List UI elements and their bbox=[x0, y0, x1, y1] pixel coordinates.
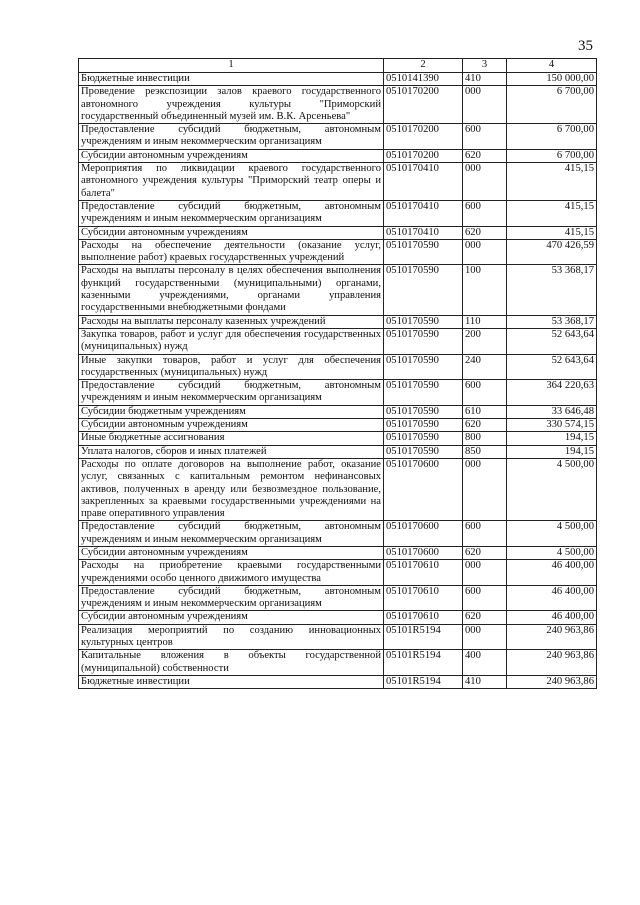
row-name: Предоставление субсидий бюджетным, автономным учреждениям и иным некоммерческим организациям bbox=[79, 521, 384, 547]
row-expense-type: 620 bbox=[463, 546, 507, 559]
row-code: 0510170590 bbox=[384, 239, 463, 265]
row-name: Предоставление субсидий бюджетным, автономным учреждениям и иным некоммерческим организациям bbox=[79, 585, 384, 611]
row-expense-type: 600 bbox=[463, 521, 507, 547]
row-amount: 6 700,00 bbox=[507, 86, 597, 124]
row-name: Расходы на выплаты персоналу в целях обеспечения выполнения функций государственными (муниципальными) органами, казенными учреждениями, органами управления государственными внебюджетными фондами bbox=[79, 265, 384, 315]
row-code: 0510170600 bbox=[384, 521, 463, 547]
header-col-1: 1 bbox=[79, 59, 384, 73]
row-expense-type: 200 bbox=[463, 328, 507, 354]
header-col-4: 4 bbox=[507, 59, 597, 73]
row-amount: 46 400,00 bbox=[507, 585, 597, 611]
row-code: 0510170590 bbox=[384, 315, 463, 328]
table-row bbox=[79, 315, 597, 328]
header-col-2: 2 bbox=[384, 59, 463, 73]
row-name: Предоставление субсидий бюджетным, автономным учреждениям и иным некоммерческим организациям bbox=[79, 380, 384, 406]
row-code: 0510170590 bbox=[384, 432, 463, 445]
row-amount: 52 643,64 bbox=[507, 354, 597, 380]
row-expense-type: 620 bbox=[463, 149, 507, 162]
row-code: 0510170590 bbox=[384, 405, 463, 418]
table-row bbox=[79, 624, 597, 650]
table-row bbox=[79, 73, 597, 86]
row-code: 0510170590 bbox=[384, 445, 463, 458]
row-name: Капитальные вложения в объекты государственной (муниципальной) собственности bbox=[79, 650, 384, 676]
header-row bbox=[79, 59, 597, 73]
row-name: Бюджетные инвестиции bbox=[79, 675, 384, 688]
row-expense-type: 000 bbox=[463, 458, 507, 520]
row-code: 0510170610 bbox=[384, 560, 463, 586]
row-name: Иные закупки товаров, работ и услуг для обеспечения государственных (муниципальных) нужд bbox=[79, 354, 384, 380]
row-amount: 150 000,00 bbox=[507, 73, 597, 86]
row-amount: 33 646,48 bbox=[507, 405, 597, 418]
row-name: Расходы на приобретение краевыми государственными учреждениями особо ценного движимого имущества bbox=[79, 560, 384, 586]
row-expense-type: 240 bbox=[463, 354, 507, 380]
row-name: Предоставление субсидий бюджетным, автономным учреждениям и иным некоммерческим организациям bbox=[79, 200, 384, 226]
row-name: Проведение реэкспозиции залов краевого государственного автономного учреждения культуры "Приморский государственный объединенный музей им. В.К. Арсеньева" bbox=[79, 86, 384, 124]
row-name: Закупка товаров, работ и услуг для обеспечения государственных (муниципальных) нужд bbox=[79, 328, 384, 354]
row-expense-type: 400 bbox=[463, 650, 507, 676]
row-name: Субсидии автономным учреждениям bbox=[79, 149, 384, 162]
row-name: Мероприятия по ликвидации краевого государственного автономного учреждения культуры "Приморский театр оперы и балета" bbox=[79, 163, 384, 201]
row-expense-type: 620 bbox=[463, 226, 507, 239]
row-expense-type: 410 bbox=[463, 73, 507, 86]
row-expense-type: 850 bbox=[463, 445, 507, 458]
table-row bbox=[79, 163, 597, 201]
row-code: 0510170590 bbox=[384, 265, 463, 315]
row-amount: 240 963,86 bbox=[507, 650, 597, 676]
row-name: Расходы по оплате договоров на выполнение работ, оказание услуг, связанных с капитальным ремонтом нефинансовых активов, полученных в аренду или безвозмездное пользование, закрепленных за краевыми государственными учреждениями на праве оперативного управления bbox=[79, 458, 384, 520]
row-code: 0510170610 bbox=[384, 585, 463, 611]
row-amount: 194,15 bbox=[507, 432, 597, 445]
table-row bbox=[79, 380, 597, 406]
row-code: 05101R5194 bbox=[384, 650, 463, 676]
table-row bbox=[79, 405, 597, 418]
row-name: Субсидии бюджетным учреждениям bbox=[79, 405, 384, 418]
row-expense-type: 600 bbox=[463, 124, 507, 150]
row-code: 0510170410 bbox=[384, 163, 463, 201]
row-amount: 415,15 bbox=[507, 226, 597, 239]
row-code: 0510170410 bbox=[384, 200, 463, 226]
row-amount: 46 400,00 bbox=[507, 560, 597, 586]
table-row bbox=[79, 265, 597, 315]
row-code: 0510141390 bbox=[384, 73, 463, 86]
row-expense-type: 000 bbox=[463, 239, 507, 265]
row-name: Иные бюджетные ассигнования bbox=[79, 432, 384, 445]
row-code: 0510170600 bbox=[384, 546, 463, 559]
table-row bbox=[79, 226, 597, 239]
row-expense-type: 100 bbox=[463, 265, 507, 315]
row-amount: 4 500,00 bbox=[507, 458, 597, 520]
row-code: 0510170200 bbox=[384, 149, 463, 162]
row-code: 0510170590 bbox=[384, 380, 463, 406]
row-code: 0510170610 bbox=[384, 611, 463, 624]
row-name: Бюджетные инвестиции bbox=[79, 73, 384, 86]
table-row bbox=[79, 521, 597, 547]
row-expense-type: 110 bbox=[463, 315, 507, 328]
table-row bbox=[79, 354, 597, 380]
row-expense-type: 600 bbox=[463, 380, 507, 406]
row-code: 0510170200 bbox=[384, 124, 463, 150]
table-row bbox=[79, 560, 597, 586]
table-row bbox=[79, 328, 597, 354]
row-amount: 53 368,17 bbox=[507, 265, 597, 315]
row-expense-type: 410 bbox=[463, 675, 507, 688]
page-number: 35 bbox=[578, 38, 593, 54]
table-row bbox=[79, 124, 597, 150]
table-row bbox=[79, 650, 597, 676]
table-row bbox=[79, 432, 597, 445]
row-name: Субсидии автономным учреждениям bbox=[79, 226, 384, 239]
row-expense-type: 620 bbox=[463, 611, 507, 624]
row-amount: 46 400,00 bbox=[507, 611, 597, 624]
table-row bbox=[79, 675, 597, 688]
row-code: 0510170600 bbox=[384, 458, 463, 520]
row-amount: 194,15 bbox=[507, 445, 597, 458]
table-row bbox=[79, 239, 597, 265]
row-expense-type: 000 bbox=[463, 624, 507, 650]
header-col-3: 3 bbox=[463, 59, 507, 73]
row-amount: 415,15 bbox=[507, 163, 597, 201]
row-amount: 415,15 bbox=[507, 200, 597, 226]
row-name: Расходы на выплаты персоналу казенных учреждений bbox=[79, 315, 384, 328]
row-amount: 364 220,63 bbox=[507, 380, 597, 406]
row-expense-type: 600 bbox=[463, 200, 507, 226]
row-expense-type: 600 bbox=[463, 585, 507, 611]
row-name: Расходы на обеспечение деятельности (оказание услуг, выполнение работ) краевых государственных учреждений bbox=[79, 239, 384, 265]
table-row bbox=[79, 611, 597, 624]
row-code: 0510170410 bbox=[384, 226, 463, 239]
row-amount: 240 963,86 bbox=[507, 675, 597, 688]
table-row bbox=[79, 86, 597, 124]
row-code: 05101R5194 bbox=[384, 675, 463, 688]
table-row bbox=[79, 546, 597, 559]
row-expense-type: 620 bbox=[463, 419, 507, 432]
table-row bbox=[79, 419, 597, 432]
table-row bbox=[79, 458, 597, 520]
row-expense-type: 610 bbox=[463, 405, 507, 418]
row-amount: 240 963,86 bbox=[507, 624, 597, 650]
row-expense-type: 000 bbox=[463, 163, 507, 201]
budget-table bbox=[78, 58, 597, 689]
table-row bbox=[79, 149, 597, 162]
table-row bbox=[79, 200, 597, 226]
row-amount: 4 500,00 bbox=[507, 521, 597, 547]
row-amount: 6 700,00 bbox=[507, 124, 597, 150]
row-name: Субсидии автономным учреждениям bbox=[79, 611, 384, 624]
row-amount: 52 643,64 bbox=[507, 328, 597, 354]
row-name: Субсидии автономным учреждениям bbox=[79, 419, 384, 432]
row-code: 0510170590 bbox=[384, 328, 463, 354]
table-row bbox=[79, 445, 597, 458]
row-expense-type: 000 bbox=[463, 560, 507, 586]
row-amount: 470 426,59 bbox=[507, 239, 597, 265]
row-code: 05101R5194 bbox=[384, 624, 463, 650]
row-name: Реализация мероприятий по созданию инновационных культурных центров bbox=[79, 624, 384, 650]
row-name: Предоставление субсидий бюджетным, автономным учреждениям и иным некоммерческим организациям bbox=[79, 124, 384, 150]
row-code: 0510170590 bbox=[384, 419, 463, 432]
row-amount: 6 700,00 bbox=[507, 149, 597, 162]
row-expense-type: 000 bbox=[463, 86, 507, 124]
row-amount: 330 574,15 bbox=[507, 419, 597, 432]
row-code: 0510170200 bbox=[384, 86, 463, 124]
row-amount: 4 500,00 bbox=[507, 546, 597, 559]
row-name: Уплата налогов, сборов и иных платежей bbox=[79, 445, 384, 458]
table-row bbox=[79, 585, 597, 611]
row-code: 0510170590 bbox=[384, 354, 463, 380]
row-name: Субсидии автономным учреждениям bbox=[79, 546, 384, 559]
row-expense-type: 800 bbox=[463, 432, 507, 445]
row-amount: 53 368,17 bbox=[507, 315, 597, 328]
